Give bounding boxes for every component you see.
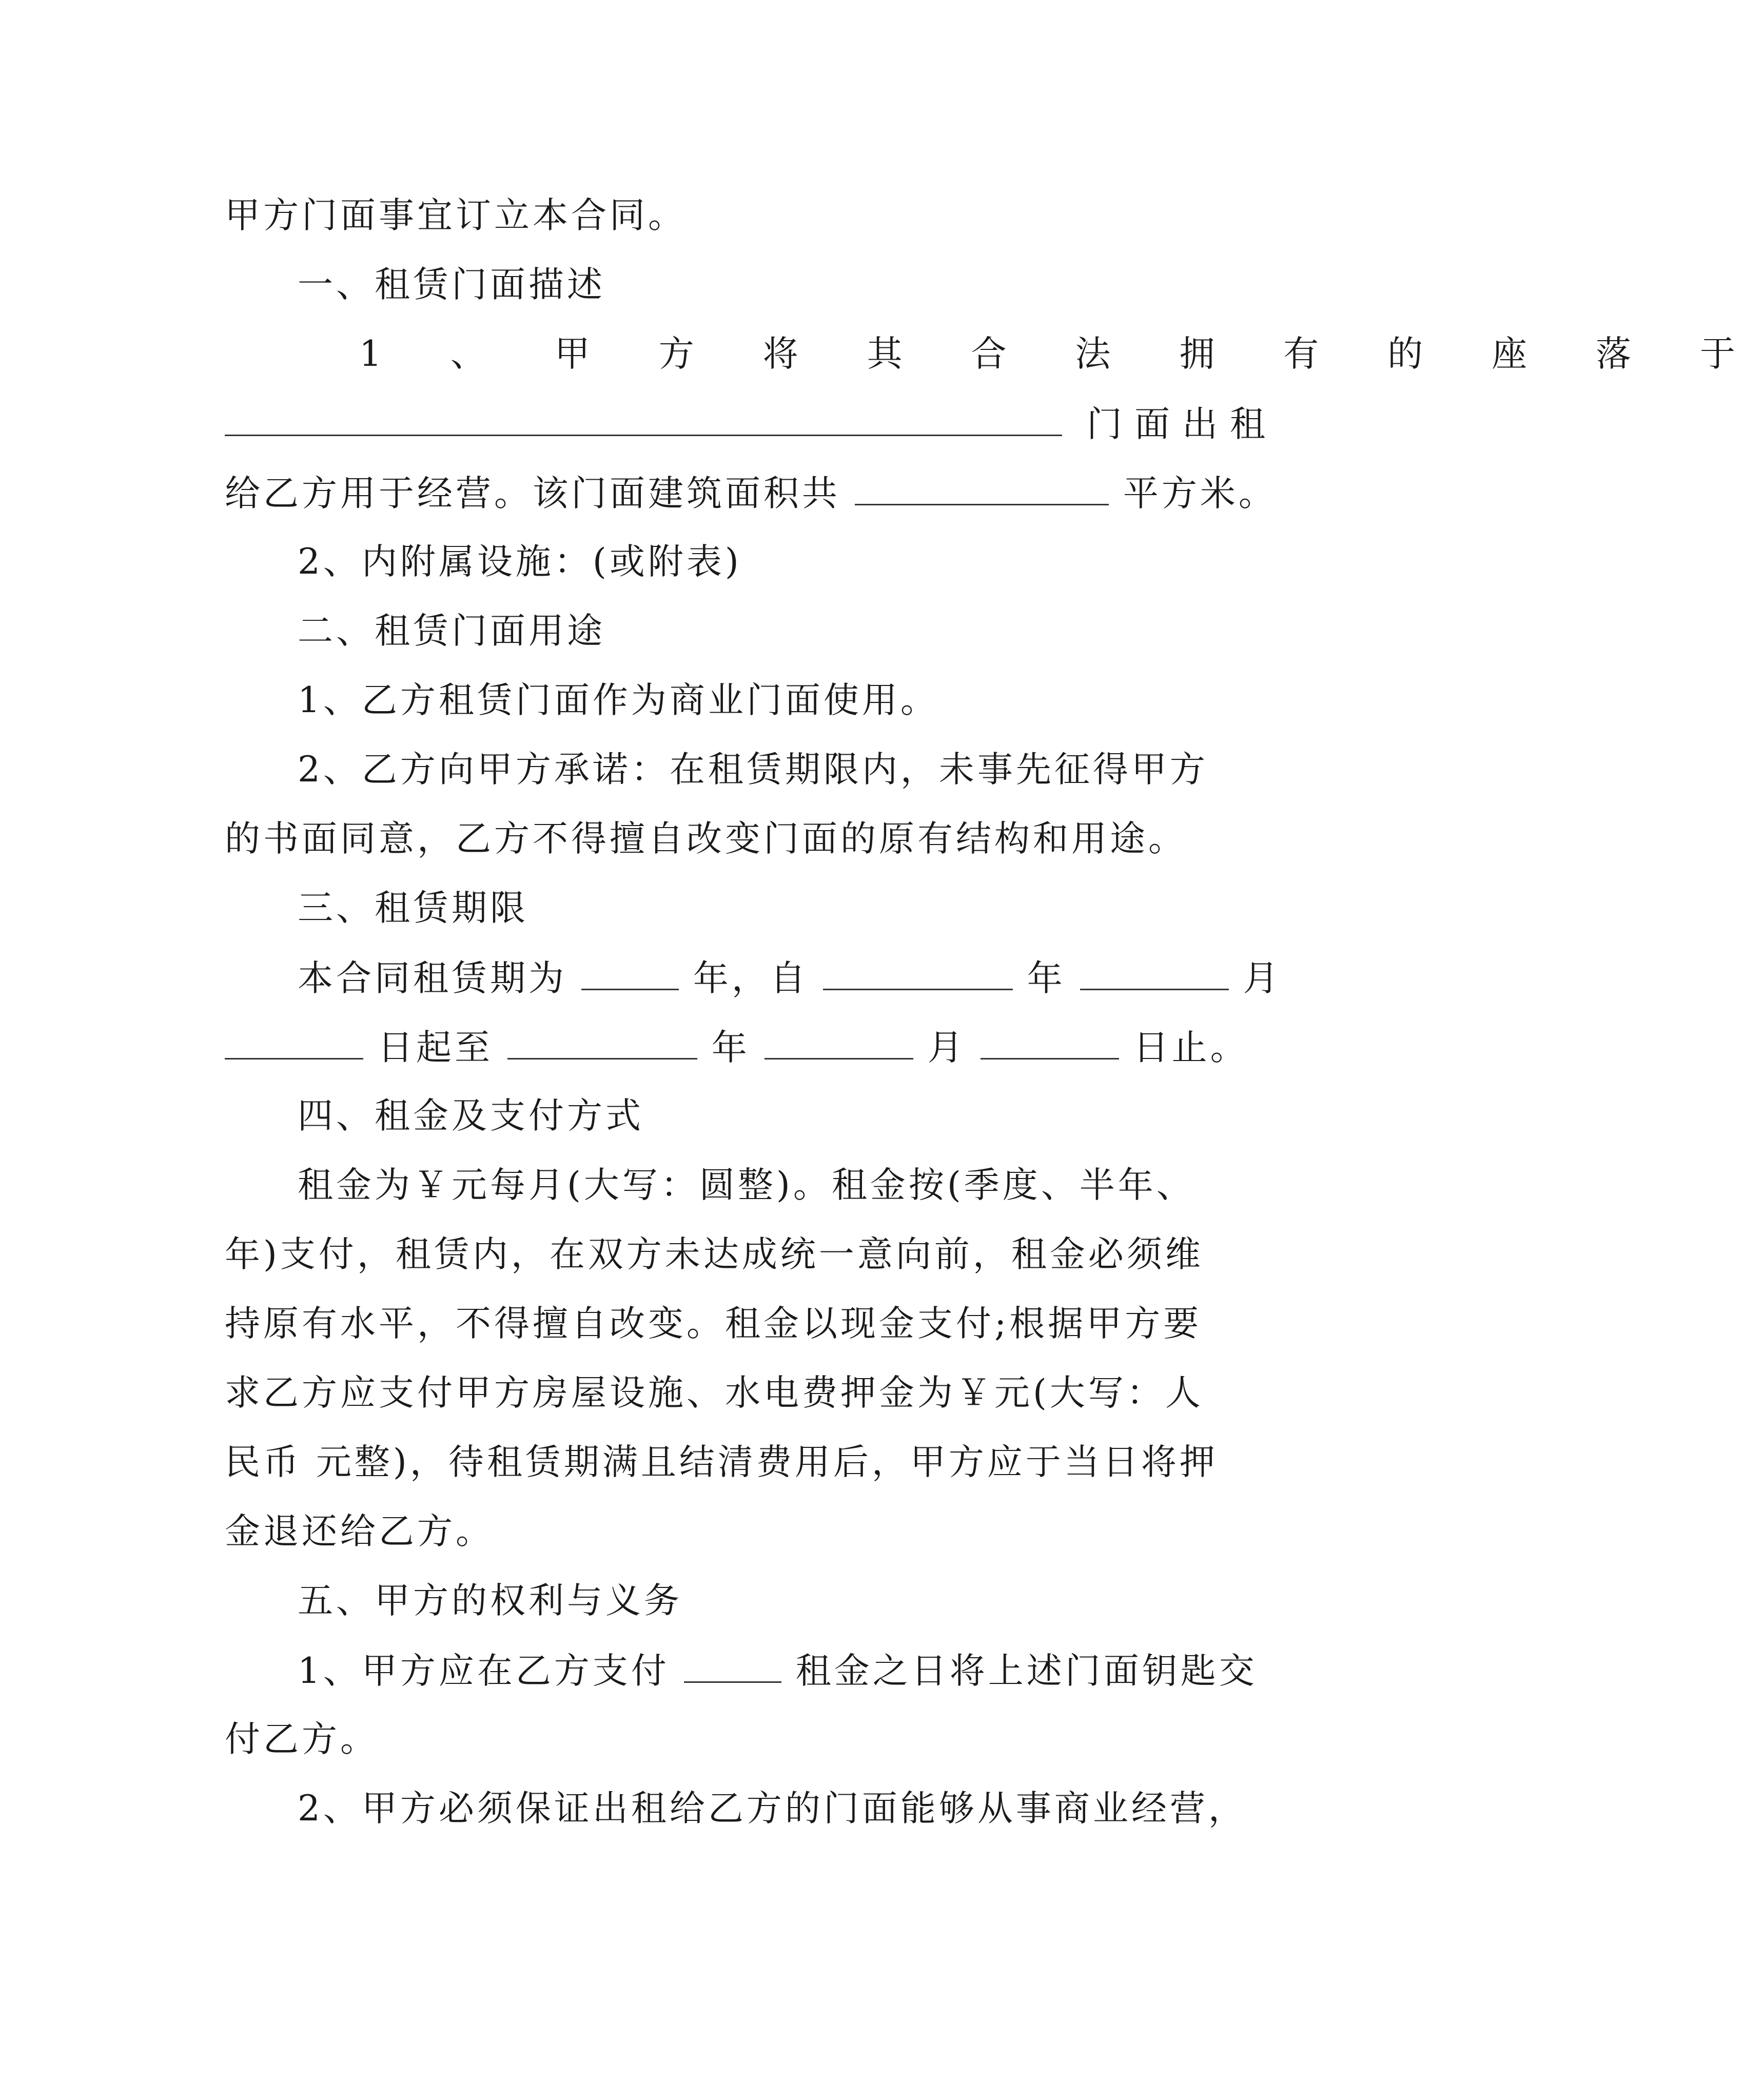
text-line-3 [359, 328, 1764, 380]
text-line-19 [225, 1437, 1218, 1488]
heading-text: 四、租金及支付方式 [298, 1095, 644, 1136]
text-line-9 [298, 744, 1208, 795]
text-fragment: 月 [1243, 958, 1282, 999]
text-fragment: 年，自 [693, 958, 809, 999]
text-fragment: 1、乙方租赁门面作为商业门面使用。 [298, 680, 939, 721]
text-fragment: 租金为￥元每月(大写：圆整)。租金按(季度、半年、 [298, 1165, 1195, 1206]
end-month-blank[interactable] [765, 1021, 913, 1059]
text-fragment: 2、内附属设施：(或附表) [298, 541, 742, 582]
end-year-blank[interactable] [507, 1021, 697, 1059]
text-fragment: 平方米。 [1123, 473, 1277, 514]
rent-payment-blank[interactable] [684, 1644, 781, 1683]
location-blank[interactable] [225, 398, 1062, 436]
text-fragment: 2、甲方必须保证出租给乙方的门面能够从事商业经营， [298, 1788, 1247, 1829]
text-fragment: 月 [927, 1027, 966, 1068]
heading-text: 三、租赁期限 [298, 888, 528, 929]
text-fragment: 年 [1027, 958, 1066, 999]
text-line-1 [225, 190, 687, 241]
end-day-blank[interactable] [981, 1021, 1119, 1059]
text-fragment: 年 [711, 1027, 750, 1068]
text-line-20 [225, 1506, 494, 1557]
text-line-8 [298, 675, 939, 726]
spaced-text: 1 、 甲 方 将 其 合 法 拥 有 的 座 落 于 [359, 333, 1764, 375]
text-fragment: 门面出租 [1086, 404, 1278, 445]
text-line-16 [225, 1229, 1204, 1280]
section-heading-3 [298, 882, 528, 934]
text-fragment: 2、乙方向甲方承诺：在租赁期限内，未事先征得甲方 [298, 749, 1208, 790]
text-line-17 [225, 1298, 1202, 1349]
text-line-12 [298, 952, 1282, 1003]
section-heading-1 [298, 259, 605, 310]
text-line-10 [225, 813, 1187, 865]
text-fragment: 付乙方。 [225, 1719, 379, 1760]
text-line-18 [225, 1367, 1204, 1419]
start-month-blank[interactable] [1080, 952, 1229, 990]
section-heading-2 [298, 605, 605, 657]
text-line-13 [225, 1021, 1249, 1072]
text-line-15 [298, 1160, 1195, 1211]
text-fragment: 1、甲方应在乙方支付 [298, 1651, 670, 1692]
section-heading-4 [298, 1090, 644, 1142]
text-fragment: 日起至 [377, 1027, 493, 1068]
text-line-4 [225, 398, 1278, 449]
text-fragment: 民币 元整)，待租赁期满且结清费用后，甲方应于当日将押 [225, 1442, 1218, 1483]
text-line-22 [298, 1644, 1258, 1696]
text-fragment: 持原有水平，不得擅自改变。租金以现金支付;根据甲方要 [225, 1303, 1202, 1344]
text-line-5 [225, 467, 1277, 518]
start-day-blank[interactable] [225, 1021, 363, 1059]
text-fragment: 求乙方应支付甲方房屋设施、水电费押金为￥元(大写：人 [225, 1372, 1204, 1414]
heading-text: 一、租赁门面描述 [298, 264, 605, 305]
text-fragment: 本合同租赁期为 [298, 958, 567, 999]
heading-text: 五、甲方的权利与义务 [298, 1580, 682, 1621]
text-fragment: 日止。 [1133, 1027, 1249, 1068]
text-line-24 [298, 1783, 1247, 1834]
text-fragment: 年)支付，租赁内，在双方未达成统一意向前，租金必须维 [225, 1234, 1204, 1275]
text-fragment: 的书面同意，乙方不得擅自改变门面的原有结构和用途。 [225, 818, 1187, 859]
text-line-6 [298, 536, 742, 587]
text-fragment: 甲方门面事宜订立本合同。 [225, 195, 687, 236]
text-fragment: 金退还给乙方。 [225, 1511, 494, 1552]
text-fragment: 给乙方用于经营。该门面建筑面积共 [225, 473, 840, 514]
section-heading-5 [298, 1575, 682, 1626]
heading-text: 二、租赁门面用途 [298, 611, 605, 652]
text-line-23 [225, 1714, 379, 1765]
area-blank[interactable] [855, 467, 1109, 505]
term-years-blank[interactable] [581, 952, 679, 990]
text-fragment: 租金之日将上述门面钥匙交 [795, 1651, 1258, 1692]
start-year-blank[interactable] [823, 952, 1013, 990]
